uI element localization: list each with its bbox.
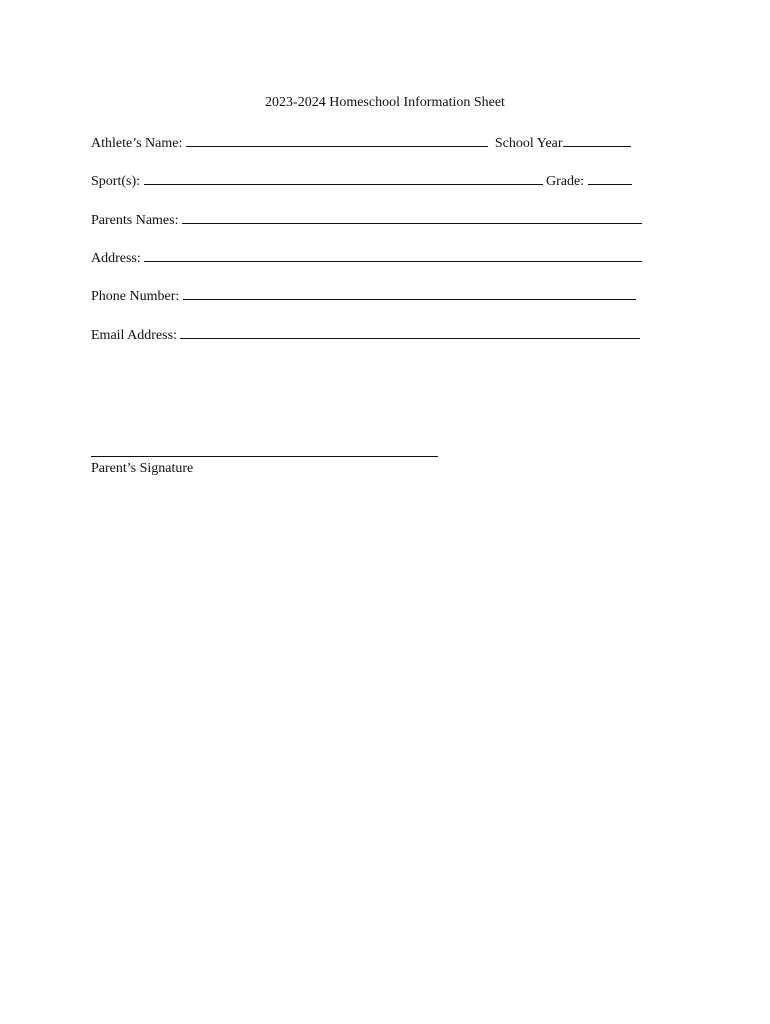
- school-year-field[interactable]: [563, 133, 631, 147]
- athlete-name-field[interactable]: [186, 133, 488, 147]
- email-address-field[interactable]: [180, 325, 640, 339]
- phone-number-label: Phone Number:: [91, 289, 180, 304]
- grade-label: Grade:: [546, 174, 585, 189]
- email-address-row: [91, 325, 640, 345]
- signature-line[interactable]: [91, 456, 438, 457]
- email-address-label: Email Address:: [91, 328, 177, 343]
- grade-field[interactable]: [588, 171, 632, 185]
- parents-names-label: Parents Names:: [91, 213, 179, 228]
- address-field[interactable]: [144, 248, 642, 262]
- signature-label: Parent’s Signature: [91, 461, 194, 476]
- sports-field[interactable]: [144, 171, 543, 185]
- parents-names-row: [91, 210, 642, 230]
- athlete-row: [91, 133, 631, 153]
- sports-label: Sport(s):: [91, 174, 140, 189]
- page-title: 2023-2024 Homeschool Information Sheet: [265, 95, 505, 110]
- parents-names-field[interactable]: [182, 210, 642, 224]
- address-label: Address:: [91, 251, 141, 266]
- address-row: [91, 248, 642, 268]
- school-year-label: School Year: [494, 136, 563, 151]
- athlete-name-label: Athlete’s Name:: [91, 136, 183, 151]
- sports-row: [91, 171, 632, 191]
- phone-number-row: [91, 286, 636, 306]
- phone-number-field[interactable]: [183, 286, 636, 300]
